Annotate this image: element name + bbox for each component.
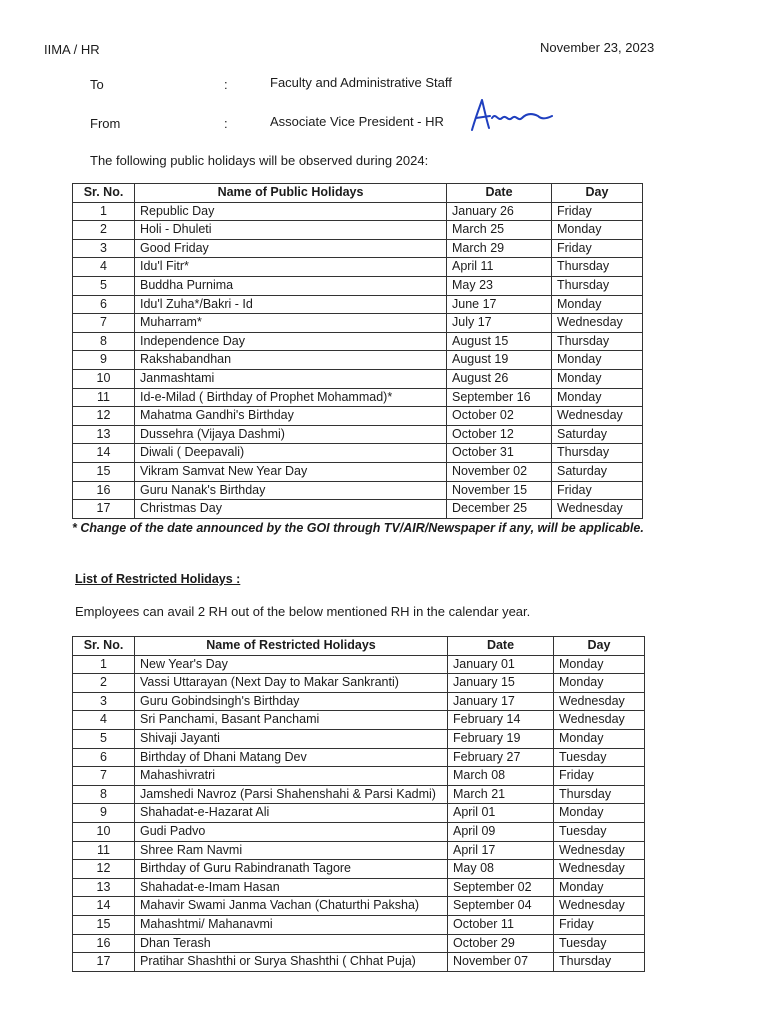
- table-row: [73, 785, 645, 804]
- holiday-name-cell: Birthday of Guru Rabindranath Tagore: [135, 860, 448, 879]
- holiday-name-cell: Republic Day: [135, 202, 447, 221]
- restricted-holidays-title: List of Restricted Holidays :: [75, 572, 241, 586]
- holiday-name-cell: Guru Nanak's Birthday: [135, 481, 447, 500]
- sr-no-cell: 9: [73, 351, 135, 370]
- sr-no-cell: 14: [73, 897, 135, 916]
- holiday-name-cell: Janmashtami: [135, 369, 447, 388]
- holiday-name-cell: Gudi Padvo: [135, 822, 448, 841]
- holiday-name-cell: Muharram*: [135, 314, 447, 333]
- sr-no-cell: 4: [73, 258, 135, 277]
- table-row: [73, 314, 643, 333]
- date-cell: July 17: [447, 314, 552, 333]
- table-row: [73, 481, 643, 500]
- holiday-name-cell: Shree Ram Navmi: [135, 841, 448, 860]
- holiday-name-cell: New Year's Day: [135, 655, 448, 674]
- public-holidays-intro: The following public holidays will be observed during 2024:: [90, 153, 429, 168]
- table-row: [73, 407, 643, 426]
- header-day: Day: [554, 637, 645, 656]
- table-row: [73, 500, 643, 519]
- table-row: [73, 934, 645, 953]
- holiday-name-cell: Mahatma Gandhi's Birthday: [135, 407, 447, 426]
- restricted-holidays-table: [72, 636, 645, 972]
- sr-no-cell: 15: [73, 462, 135, 481]
- holiday-name-cell: Holi - Dhuleti: [135, 221, 447, 240]
- day-cell: Thursday: [552, 258, 643, 277]
- header-holiday-name: Name of Restricted Holidays: [135, 637, 448, 656]
- sr-no-cell: 17: [73, 500, 135, 519]
- date-cell: November 07: [448, 953, 554, 972]
- table-row: [73, 351, 643, 370]
- day-cell: Thursday: [552, 444, 643, 463]
- holiday-name-cell: Idu'l Zuha*/Bakri - Id: [135, 295, 447, 314]
- table-row: [73, 425, 643, 444]
- date-cell: April 17: [448, 841, 554, 860]
- day-cell: Wednesday: [554, 711, 645, 730]
- date-cell: April 11: [447, 258, 552, 277]
- date-cell: September 02: [448, 878, 554, 897]
- to-label: To: [90, 77, 104, 92]
- from-label: From: [90, 116, 121, 131]
- date-cell: January 17: [448, 692, 554, 711]
- table-row: [73, 202, 643, 221]
- day-cell: Tuesday: [554, 822, 645, 841]
- date-cell: November 02: [447, 462, 552, 481]
- date-cell: August 19: [447, 351, 552, 370]
- date-cell: May 08: [448, 860, 554, 879]
- table-row: [73, 915, 645, 934]
- sr-no-cell: 6: [73, 295, 135, 314]
- table-row: [73, 804, 645, 823]
- date-cell: August 26: [447, 369, 552, 388]
- day-cell: Monday: [552, 221, 643, 240]
- from-value: Associate Vice President - HR: [270, 114, 444, 129]
- date-cell: March 29: [447, 239, 552, 258]
- date-cell: October 31: [447, 444, 552, 463]
- date-cell: September 04: [448, 897, 554, 916]
- date-cell: January 01: [448, 655, 554, 674]
- holiday-name-cell: Dussehra (Vijaya Dashmi): [135, 425, 447, 444]
- date-cell: November 15: [447, 481, 552, 500]
- sr-no-cell: 4: [73, 711, 135, 730]
- holiday-name-cell: Buddha Purnima: [135, 276, 447, 295]
- table-row: [73, 711, 645, 730]
- sr-no-cell: 9: [73, 804, 135, 823]
- memo-date: November 23, 2023: [540, 40, 655, 55]
- table-row: [73, 860, 645, 879]
- date-change-note: * Change of the date announced by the GOI through TV/AIR/Newspaper if any, will be applicable.: [72, 521, 644, 535]
- public-holidays-body: [73, 202, 643, 518]
- restricted-holidays-intro: Employees can avail 2 RH out of the below mentioned RH in the calendar year.: [75, 604, 531, 619]
- sr-no-cell: 8: [73, 785, 135, 804]
- sr-no-cell: 12: [73, 860, 135, 879]
- table-row: [73, 221, 643, 240]
- day-cell: Friday: [552, 202, 643, 221]
- date-cell: June 17: [447, 295, 552, 314]
- sr-no-cell: 3: [73, 239, 135, 258]
- day-cell: Wednesday: [554, 897, 645, 916]
- header-day: Day: [552, 184, 643, 203]
- table-row: [73, 444, 643, 463]
- date-cell: February 19: [448, 729, 554, 748]
- holiday-name-cell: Mahashivratri: [135, 767, 448, 786]
- holiday-name-cell: Dhan Terash: [135, 934, 448, 953]
- sr-no-cell: 7: [73, 767, 135, 786]
- sr-no-cell: 1: [73, 202, 135, 221]
- day-cell: Tuesday: [554, 934, 645, 953]
- table-row: [73, 841, 645, 860]
- table-row: [73, 258, 643, 277]
- public-holidays-table: [72, 183, 643, 519]
- date-cell: September 16: [447, 388, 552, 407]
- sr-no-cell: 5: [73, 729, 135, 748]
- day-cell: Monday: [554, 878, 645, 897]
- from-colon: :: [224, 116, 228, 131]
- date-cell: April 09: [448, 822, 554, 841]
- date-cell: December 25: [447, 500, 552, 519]
- date-cell: February 27: [448, 748, 554, 767]
- day-cell: Wednesday: [554, 841, 645, 860]
- day-cell: Saturday: [552, 462, 643, 481]
- holiday-name-cell: Idu'l Fitr*: [135, 258, 447, 277]
- holiday-name-cell: Good Friday: [135, 239, 447, 258]
- table-header-row: [73, 184, 643, 203]
- sr-no-cell: 10: [73, 369, 135, 388]
- day-cell: Monday: [554, 674, 645, 693]
- day-cell: Saturday: [552, 425, 643, 444]
- holiday-name-cell: Independence Day: [135, 332, 447, 351]
- holiday-name-cell: Vassi Uttarayan (Next Day to Makar Sankranti): [135, 674, 448, 693]
- table-row: [73, 276, 643, 295]
- to-colon: :: [224, 77, 228, 92]
- sr-no-cell: 14: [73, 444, 135, 463]
- sr-no-cell: 7: [73, 314, 135, 333]
- org-label: IIMA / HR: [44, 42, 100, 57]
- table-row: [73, 767, 645, 786]
- table-row: [73, 332, 643, 351]
- date-cell: October 29: [448, 934, 554, 953]
- holiday-name-cell: Mahavir Swami Janma Vachan (Chaturthi Paksha): [135, 897, 448, 916]
- date-cell: January 26: [447, 202, 552, 221]
- sr-no-cell: 2: [73, 674, 135, 693]
- day-cell: Wednesday: [554, 692, 645, 711]
- table-row: [73, 655, 645, 674]
- sr-no-cell: 16: [73, 934, 135, 953]
- holiday-name-cell: Shivaji Jayanti: [135, 729, 448, 748]
- day-cell: Wednesday: [554, 860, 645, 879]
- date-cell: May 23: [447, 276, 552, 295]
- date-cell: March 21: [448, 785, 554, 804]
- sr-no-cell: 6: [73, 748, 135, 767]
- signature-image: [462, 96, 562, 136]
- sr-no-cell: 11: [73, 388, 135, 407]
- table-row: [73, 953, 645, 972]
- day-cell: Monday: [554, 729, 645, 748]
- sr-no-cell: 13: [73, 878, 135, 897]
- table-row: [73, 462, 643, 481]
- table-row: [73, 748, 645, 767]
- holiday-name-cell: Jamshedi Navroz (Parsi Shahenshahi & Parsi Kadmi): [135, 785, 448, 804]
- table-row: [73, 674, 645, 693]
- day-cell: Monday: [552, 388, 643, 407]
- date-cell: October 11: [448, 915, 554, 934]
- day-cell: Friday: [552, 481, 643, 500]
- day-cell: Friday: [552, 239, 643, 258]
- restricted-holidays-body: [73, 655, 645, 971]
- sr-no-cell: 8: [73, 332, 135, 351]
- table-row: [73, 729, 645, 748]
- header-sr-no: Sr. No.: [73, 184, 135, 203]
- sr-no-cell: 15: [73, 915, 135, 934]
- table-row: [73, 822, 645, 841]
- date-cell: October 02: [447, 407, 552, 426]
- header-date: Date: [447, 184, 552, 203]
- day-cell: Tuesday: [554, 748, 645, 767]
- to-value: Faculty and Administrative Staff: [270, 75, 452, 90]
- date-cell: February 14: [448, 711, 554, 730]
- table-row: [73, 239, 643, 258]
- holiday-name-cell: Birthday of Dhani Matang Dev: [135, 748, 448, 767]
- holiday-name-cell: Sri Panchami, Basant Panchami: [135, 711, 448, 730]
- sr-no-cell: 12: [73, 407, 135, 426]
- table-row: [73, 897, 645, 916]
- header-date: Date: [448, 637, 554, 656]
- holiday-name-cell: Pratihar Shashthi or Surya Shashthi ( Chhat Puja): [135, 953, 448, 972]
- holiday-name-cell: Rakshabandhan: [135, 351, 447, 370]
- holiday-name-cell: Mahashtmi/ Mahanavmi: [135, 915, 448, 934]
- day-cell: Wednesday: [552, 314, 643, 333]
- sr-no-cell: 1: [73, 655, 135, 674]
- date-cell: January 15: [448, 674, 554, 693]
- day-cell: Monday: [554, 804, 645, 823]
- table-row: [73, 692, 645, 711]
- holiday-name-cell: Vikram Samvat New Year Day: [135, 462, 447, 481]
- day-cell: Monday: [554, 655, 645, 674]
- date-cell: March 25: [447, 221, 552, 240]
- holiday-name-cell: Christmas Day: [135, 500, 447, 519]
- sr-no-cell: 13: [73, 425, 135, 444]
- sr-no-cell: 10: [73, 822, 135, 841]
- table-row: [73, 388, 643, 407]
- holiday-name-cell: Diwali ( Deepavali): [135, 444, 447, 463]
- table-header-row: [73, 637, 645, 656]
- sr-no-cell: 5: [73, 276, 135, 295]
- day-cell: Thursday: [554, 953, 645, 972]
- day-cell: Monday: [552, 369, 643, 388]
- day-cell: Wednesday: [552, 407, 643, 426]
- sr-no-cell: 11: [73, 841, 135, 860]
- header-sr-no: Sr. No.: [73, 637, 135, 656]
- sr-no-cell: 2: [73, 221, 135, 240]
- date-cell: August 15: [447, 332, 552, 351]
- holiday-name-cell: Shahadat-e-Hazarat Ali: [135, 804, 448, 823]
- table-row: [73, 295, 643, 314]
- date-cell: April 01: [448, 804, 554, 823]
- date-cell: October 12: [447, 425, 552, 444]
- sr-no-cell: 16: [73, 481, 135, 500]
- day-cell: Friday: [554, 767, 645, 786]
- holiday-name-cell: Id-e-Milad ( Birthday of Prophet Mohammad)*: [135, 388, 447, 407]
- day-cell: Thursday: [552, 332, 643, 351]
- sr-no-cell: 3: [73, 692, 135, 711]
- table-row: [73, 369, 643, 388]
- day-cell: Monday: [552, 351, 643, 370]
- day-cell: Wednesday: [552, 500, 643, 519]
- day-cell: Thursday: [554, 785, 645, 804]
- sr-no-cell: 17: [73, 953, 135, 972]
- day-cell: Monday: [552, 295, 643, 314]
- date-cell: March 08: [448, 767, 554, 786]
- table-row: [73, 878, 645, 897]
- day-cell: Thursday: [552, 276, 643, 295]
- header-holiday-name: Name of Public Holidays: [135, 184, 447, 203]
- holiday-name-cell: Guru Gobindsingh's Birthday: [135, 692, 448, 711]
- holiday-name-cell: Shahadat-e-Imam Hasan: [135, 878, 448, 897]
- day-cell: Friday: [554, 915, 645, 934]
